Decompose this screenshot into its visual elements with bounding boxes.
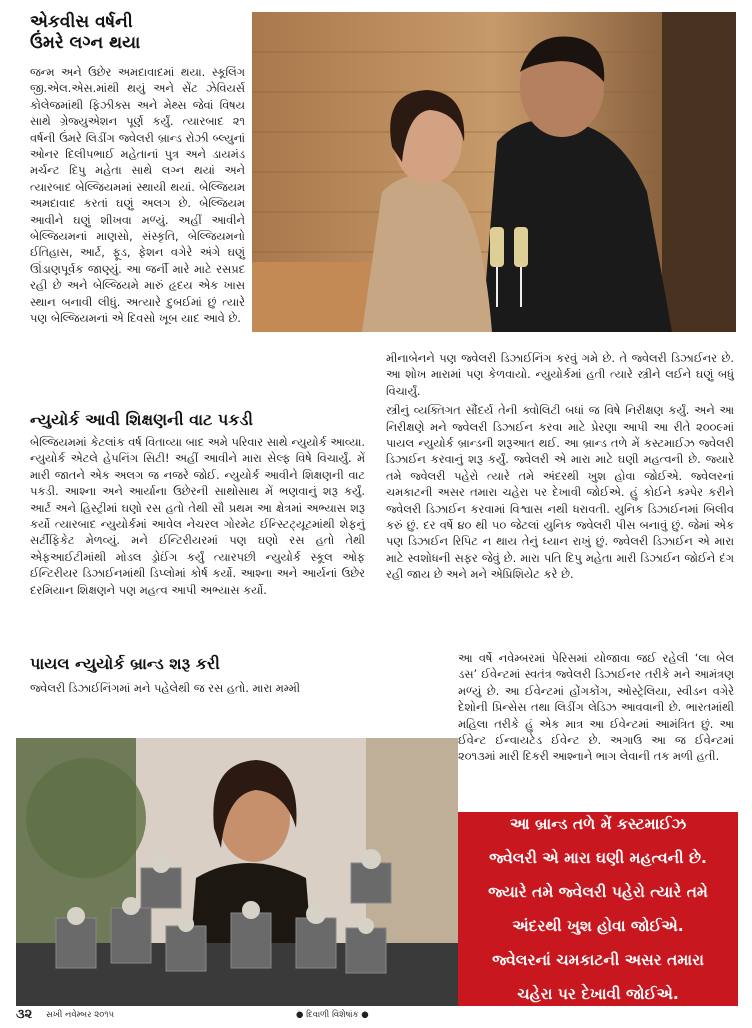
pull-quote-line: અંદરથી ખુશ હોવા જોઈએ. (512, 917, 684, 935)
section-3-heading: પાયલ ન્યુયોર્ક બ્રાન્ડ શરૂ કરી (30, 654, 220, 673)
section-1-heading-line-1: એકવીસ વર્ષની (30, 12, 133, 32)
section-1-body (30, 64, 245, 327)
pull-quote-line: જ્યારે તમે જ્વેલરી પહેરો ત્યારે તમે (488, 883, 708, 901)
section-1-paragraph: જન્મ અને ઉછેર અમદાવાદમાં થયા. સ્કૂલિંગ જી.એલ.એસ.માંથી થયું અને સેંટ ઝેવિયર્સ કોલેજમાંથી ફિઝીક્સ અને મેથ્સ જેવાં વિષય સાથે ગ્રેજ્યુએશન પૂર્ણ કર્યું. ત્યારબાદ ૨૧ વર્ષની ઉંમરે લિડીંગ જ્વેલરી બ્રાન્ડ રોઝી બ્લ્યુનાં ઓનર દિલીપભાઈ મહેતાનાં પુત્ર અને ડાયમંડ મર્ચન્ટ દિપુ મહેતા સાથે લગ્ન થયાં અને ત્યારબાદ બેલ્જિયમમાં સ્થાયી થયાં. બેલ્જિયમ અમદાવાદ કરતાં ઘણું અલગ છે. બેલ્જિયમ આવીને ઘણું શીખવા મળ્યું. અહીં આવીને બેલ્જિયમનાં માણસો, સંસ્કૃતિ, બેલ્જિયમનો ઈતિહાસ, આર્ટ, ફૂડ, ફેશન વગેરે અંગે ઘણું ઊંડાણપૂર્વક જાણ્યું. આ જર્ની મારે માટે રસપ્રદ રહી છે અને બેલ્જિયમે મારું હૃદય એક ખાસ સ્થાન બનાવી લીધું. અત્યારે દુબઈમાં છું ત્યારે પણ બેલ્જિયમનાં એ દિવસો ખૂબ યાદ આવે છે. (30, 65, 245, 326)
right-column-body (386, 350, 734, 583)
pull-quote-line: ચહેરા પર દેખાવી જોઈએ. (517, 985, 679, 1003)
section-2-paragraph: બેલ્જિયમમાં કેટલાંક વર્ષ વિતાવ્યા બાદ અમે પરિવાર સાથે ન્યુયોર્ક આવ્યા. ન્યુયોર્ક એટલે હેપનિંગ સિટી! અહીં આવીને મારા સેલ્ફ વિષે વિચાર્યું. મેં મારી જાતને એક અલગ જ નજરે જોઈ. ન્યુયોર્ક આવીને શિક્ષણની વાટ પકડી. આશ્ના અને આર્યાના ઉછેરની સાથોસાથ મેં ભણવાનું શરૂ કર્યું. આર્ટ અને હિસ્ટ્રીમાં ઘણો રસ હતો તેથી સૌ પ્રથમ આ ક્ષેત્રમાં અભ્યાસ શરૂ કર્યો ત્યારબાદ ન્યુયોર્કમાં આવેલ નેચરલ ગોરમેટ ઈન્સ્ટિટ્યૂટમાંથી શેફનું સર્ટીફિકેટ મેળવ્યું. મને ઈન્ટિરીયરમાં પણ ઘણો રસ હતો તેથી એફઆઈટીમાંથી મોડલ ડ્રોઈંગ કર્યું ત્યારપછી ન્યુયોર્ક સ્કૂલ ઓફ ઈન્ટિરીયર ડિઝાઈનમાંથી ડિપ્લોમાં કોર્ષ કર્યો. આશ્ના અને આર્યનાં ઉછેર દરમિયાન શિક્ષણને પણ મહત્વ આપી અભ્યાસ કર્યો. (30, 435, 365, 597)
page-number: ૩૨ (16, 1007, 33, 1022)
section-name: ● દિવાળી વિશેષાંક ● (296, 1010, 369, 1020)
right-paragraph-3: આ વર્ષે નવેમ્બરમાં પેરિસમાં યોજાવા જઈ રહેલી ‘લા બેલ ડસ’ ઈવેન્ટમાં સ્વતંત્ર જ્વેલરી ડિઝાઈનર તરીકે મને આમંત્રણ મળ્યું છે. આ ઈવેન્ટમાં હોંગકોંગ, ઓસ્ટ્રેલિયા, સ્વીડન વગેરે દેશોની પ્રિન્સેસ તથા લિડીંગ લેડિઝ આવવાની છે. ભારતમાંથી મહિલા તરીકે હું એક માત્ર આ ઈવેન્ટમાં આમંત્રિત છું. આ ઈવેન્ટ ઈન્વાયટેડ ઈવેન્ટ છે. અગાઉ આ જ ઈવેન્ટમાં ૨૦૧૩માં મારી દિકરી આશ્નાને ભાગ લેવાની તક મળી હતી. (458, 651, 734, 764)
pull-quote-line: જ્વેલરનાં ચમકાટની અસર તમારા (492, 951, 704, 969)
right-paragraph-1: મીનાબેનને પણ જ્વેલરી ડિઝાઈનિંગ કરવું ગમે છે. તે જ્વેલરી ડિઝાઈનર છે. આ શોખ મારામાં પણ કેળવાયો. ન્યુયોર્કમાં હતી ત્યારે સ્ત્રીને લઈને ઘણું બધું વિચાર્યું. (386, 351, 734, 398)
couple-photo (252, 12, 736, 332)
section-1-heading-line-2: ઉંમરે લગ્ન થયા (30, 33, 141, 54)
jewellery-photo (16, 738, 458, 1006)
section-1-heading (30, 12, 245, 55)
section-3-body (30, 680, 365, 696)
section-name-text: દિવાળી વિશેષાંક (306, 1010, 359, 1020)
issue-name: સખી નવેમ્બર ૨૦૧૫ (46, 1010, 115, 1020)
section-3-paragraph: જ્વેલરી ડિઝાઈનિંગમાં મને પહેલેથી જ રસ હતો. મારા મમ્મી (30, 681, 300, 695)
pull-quote-line: જ્વેલરી એ મારા ઘણી મહત્વની છે. (489, 849, 707, 867)
footer (16, 1007, 736, 1024)
right-paragraph-2: સ્ત્રીનું વ્યક્તિગત સૌંદર્ય તેની ક્વોલિટી બધાં જ વિષે નિરીક્ષણ કર્યું. અને આ નિરીક્ષણે મને જ્વેલરી ડિઝાઈન કરવા માટે પ્રેરણા આપી આ રીતે ૨૦૦૯માં પાયલ ન્યુયોર્ક બ્રાન્ડની શરૂઆત થઈ. આ બ્રાન્ડ તળે મેં કસ્ટમાઈઝ જ્વેલરી ડિઝાઈન કરવાનું શરૂ કર્યું. જ્વેલરી એ મારા માટે ઘણી મહત્વની છે. જ્યારે તમે જ્વેલરી પહેરો ત્યારે તમે અંદરથી ખુશ હોવા જોઈએ. જ્વેલરનાં ચમકાટની અસર તમારા ચહેરા પર દેખાવી જોઈએ. હું કોઈને કમ્પેર કરીને જ્વેલરી ડિઝાઈન કરવામાં વિશ્વાસ નથી ધરાવતી. યુનિક ડિઝાઈનમાં બિલીવ કરું છું. દર વર્ષે ૪૦ થી ૫૦ જેટલાં યુનિક જ્વેલરી પીસ બનાવું છું. જેમાં એક પણ ડિઝાઈન રિપિટ ન થાય તેનું ધ્યાન રાખું છું. જ્વેલરી ડિઝાઈન એ મારા માટે સ્વશોધની સફર જેવું છે. મારા પતિ દિપુ મહેતા મારી ડિઝાઈન જોઈને દંગ રહી જાય છે અને મને એપ્રિશિયેટ કરે છે. (386, 403, 734, 582)
right-column-lower (458, 650, 734, 765)
pull-quote-line: આ બ્રાન્ડ તળે મેં કસ્ટમાઈઝ (509, 815, 687, 833)
section-2-body (30, 434, 365, 598)
section-2-heading: ન્યુયોર્ક આવી શિક્ષણની વાટ પકડી (30, 410, 253, 429)
pull-quote (458, 812, 738, 1006)
